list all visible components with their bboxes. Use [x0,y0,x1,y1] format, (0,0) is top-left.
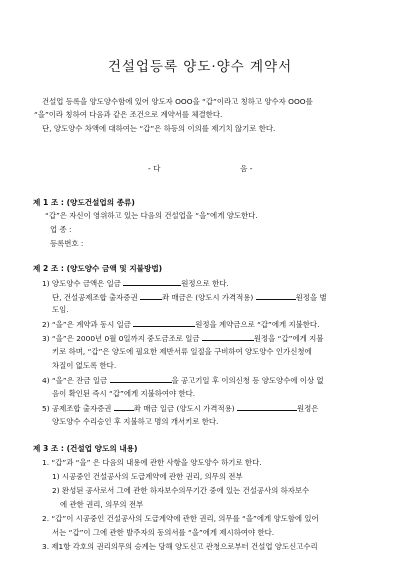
text: 원정은 [296,404,319,413]
section-3-item-1: 1. “갑”과 “을” 은 다음의 내용에 관한 사항을 양도양수 하기로 한다. [42,458,262,467]
section-1-industry: 업 종 : [50,225,72,234]
section-3-item-2-cont: 서는 “갑”이 그에 관한 발주자의 동의서를 “을”에게 제시하여야 한다. [52,528,275,537]
section-2-item-4-cont: 음이 확인된 즉시 “갑”에게 지불하여야 한다. [52,389,196,398]
text: 원정을 별 [295,293,327,302]
intro-line-3: 단, 양도양수 차액에 대하여는 “갑”은 하등의 이의를 제기치 않기로 한다. [42,124,276,133]
section-2-item-3 [42,333,323,344]
separator-left: - 다 [148,164,161,173]
count-blank [114,403,134,411]
section-3-item-2: 2. “갑”이 시공중인 건설공사의 도급계약에 관한 권리, 의무를 “을”에게 양도함에 있어 [42,514,319,523]
text: 2) “을”은 계약과 동시 일금 [42,320,131,329]
document-title: 건설업등록 양도·양수 계약서 [107,59,293,75]
amount-blank [133,319,195,327]
intro-line-2: “을”이라 칭하여 다음과 같은 조건으로 계약서를 체결한다. [34,110,223,119]
text: 좌 매금은 (양도시 가격적용) [161,293,254,302]
intro-line-1: 건설업 등록을 양도양수함에 있어 양도자 OOO을 “갑”이라고 칭하고 양수자 OOO를 [42,97,313,106]
text: 3) “을”은 2000년 0월 0일까지 중도금조로 일금 [42,334,200,343]
text: 5) 공제조합 출자증권 [42,404,112,413]
section-2-item-1-cont: 도임. [52,305,69,314]
section-2-heading: 제 2 조 : (양도양수 금액 및 지불방법) [33,264,163,273]
text: 원정으로 한다. [181,279,229,288]
amount-blank [110,375,172,383]
section-1-line-1: “갑”은 자신이 영위하고 있는 다음의 건설업을 “을”에게 양도한다. [45,211,258,220]
text: 단, 건설공제조합 출자증권 [52,293,138,302]
section-2-item-5 [42,403,318,414]
amount-blank [256,292,296,300]
separator-right: 음 - [240,164,253,173]
text: 4) “을”은 잔금 일금 [42,376,108,385]
section-1-heading: 제 1 조 : (양도건설업의 종류) [33,198,135,207]
text: 1) 양도양수 금액은 일금 [42,279,121,288]
section-1-registration-no: 등록번호 : [50,239,84,248]
amount-blank [123,278,181,286]
section-3-item-1-1: 1) 시공중인 건설공사의 도급계약에 관한 권리, 의무의 전부 [52,472,243,481]
count-blank [140,292,162,300]
text: 을 공고기일 후 이의신청 등 양도양수에 이상 없 [171,376,324,385]
amount-blank [202,333,254,341]
section-2-item-3-cont-1: 키로 하며, “갑”은 양도에 필요한 제반서류 일절을 구비하여 양도양수 인가신청에 [52,347,312,356]
text: 원정을 “갑”에게 지불 [253,334,324,343]
section-2-item-1 [42,278,229,289]
section-2-item-1-note [52,292,327,303]
section-2-item-3-cont-2: 차질이 없도록 한다. [52,361,117,370]
amount-blank [237,403,297,411]
section-3-item-3: 3. 제1항 각호의 권리의무의 승계는 당해 양도신고 관청으로부터 건설업 양도신고수리 [42,542,318,551]
section-2-item-4 [42,375,324,386]
section-3-item-1-2: 2) 완성된 공사로서 그에 관한 하자보수의무기간 중에 있는 건설공사의 하자보수 [52,486,310,495]
section-3-item-1-2-cont: 에 관한 권리, 의무의 전부 [60,500,144,509]
text: 원정을 계약금으로 “갑”에게 지불한다. [195,320,320,329]
section-3-heading: 제 3 조 : (건설업 양도의 내용) [33,444,138,453]
section-2-item-2 [42,319,319,330]
text: 좌 매금 일금 (양도시 가격적용) [133,404,235,413]
section-2-item-5-cont: 양도양수 수리승인 후 지불하고 명의 개서키로 한다. [52,417,219,426]
